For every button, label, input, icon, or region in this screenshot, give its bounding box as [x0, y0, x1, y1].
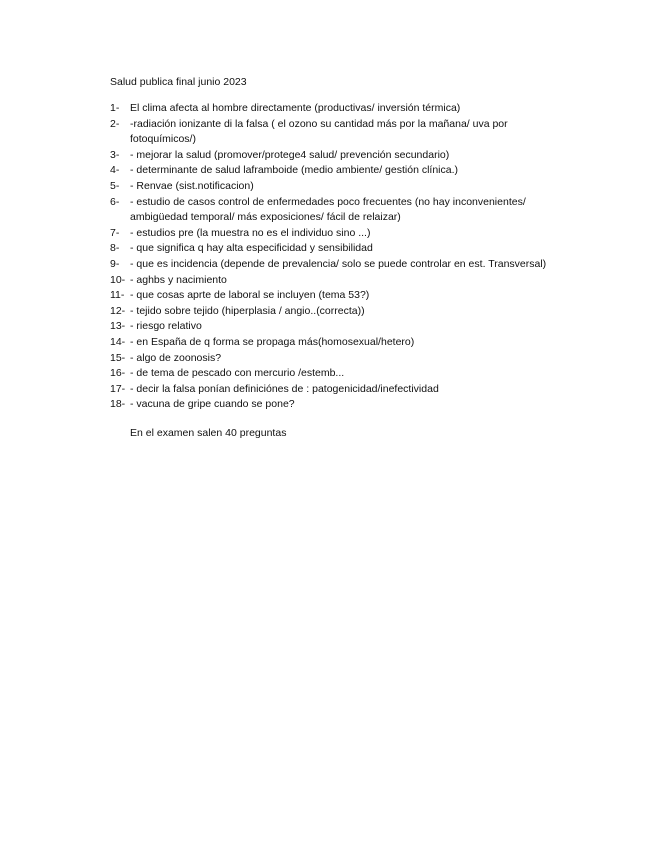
list-item — [110, 382, 570, 398]
question-text: - en España de q forma se propaga más(homosexual/hetero) — [130, 335, 415, 348]
list-item — [110, 241, 570, 257]
list-item — [110, 288, 570, 304]
list-item — [110, 226, 570, 242]
list-item — [110, 101, 570, 117]
list-item — [110, 335, 570, 351]
question-text: El clima afecta al hombre directamente (productivas/ inversión térmica) — [130, 102, 461, 114]
question-text: - riesgo relativo — [130, 320, 202, 333]
question-text: - que cosas aprte de laboral se incluyen (tema 53?) — [130, 289, 370, 302]
question-number: 6- — [110, 195, 120, 208]
question-text: - tejido sobre tejido (hiperplasia / angio..(correcta)) — [130, 304, 365, 317]
question-text: - Renvae (sist.notificacion) — [130, 179, 254, 192]
question-text: - algo de zoonosis? — [130, 351, 222, 364]
list-item — [110, 117, 570, 148]
list-item — [110, 257, 570, 273]
list-item — [110, 366, 570, 382]
question-number: 7- — [110, 226, 120, 239]
closing-note: En el examen salen 40 preguntas — [130, 427, 287, 439]
question-number: 10- — [110, 273, 126, 286]
question-number: 4- — [110, 164, 120, 177]
question-number: 17- — [110, 382, 126, 395]
question-number: 18- — [110, 398, 126, 411]
question-number: 3- — [110, 148, 120, 161]
question-number: 15- — [110, 351, 126, 364]
list-item — [110, 351, 570, 367]
question-list — [110, 101, 570, 413]
question-text: - determinante de salud laframboide (medio ambiente/ gestión clínica.) — [130, 164, 459, 177]
list-item — [110, 319, 570, 335]
question-text: - estudio de casos control de enfermedades poco frecuentes (no hay inconvenientes/ ambigüedad temporal/ más exposiciones/ fácil de relaizar) — [130, 195, 526, 224]
question-number: 14- — [110, 335, 126, 348]
question-text: -radiación ionizante di la falsa ( el ozono su cantidad más por la mañana/ uva por fotoquímicos/) — [130, 117, 508, 146]
question-number: 13- — [110, 320, 126, 333]
question-number: 9- — [110, 257, 120, 270]
question-number: 8- — [110, 242, 120, 255]
question-text: - vacuna de gripe cuando se pone? — [130, 398, 295, 411]
list-item — [110, 397, 570, 413]
question-number: 1- — [110, 102, 120, 114]
list-item — [110, 179, 570, 195]
list-item — [110, 163, 570, 179]
question-number: 2- — [110, 117, 120, 130]
question-text: - decir la falsa ponían definiciónes de : patogenicidad/inefectividad — [130, 382, 439, 395]
question-text: - mejorar la salud (promover/protege4 salud/ prevención secundario) — [130, 148, 450, 161]
list-item — [110, 195, 570, 226]
document-title: Salud publica final junio 2023 — [110, 76, 247, 88]
question-number: 16- — [110, 367, 126, 380]
list-item — [110, 304, 570, 320]
question-number: 5- — [110, 179, 120, 192]
list-item — [110, 148, 570, 164]
list-item — [110, 273, 570, 289]
question-text: - que significa q hay alta especificidad y sensibilidad — [130, 242, 373, 255]
question-number: 11- — [110, 289, 125, 302]
question-text: - estudios pre (la muestra no es el individuo sino ...) — [130, 226, 371, 239]
question-text: - que es incidencia (depende de prevalencia/ solo se puede controlar en est. Transversal) — [130, 257, 547, 270]
question-text: - de tema de pescado con mercurio /estemb... — [130, 367, 345, 380]
question-text: - aghbs y nacimiento — [130, 273, 227, 286]
question-number: 12- — [110, 304, 126, 317]
